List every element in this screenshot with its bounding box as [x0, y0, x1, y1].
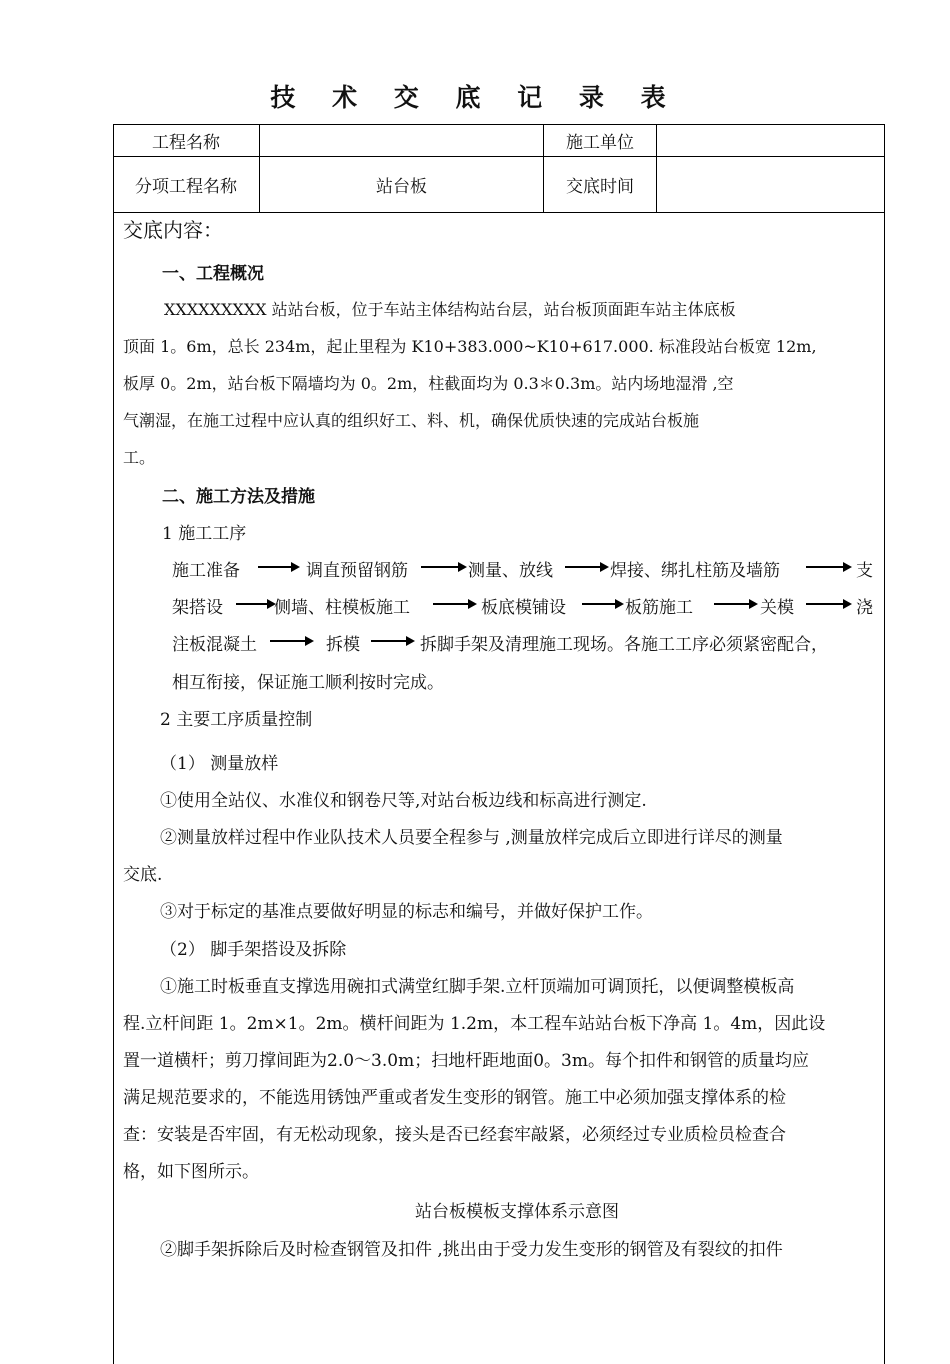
scaffold-line: 格，如下图所示。	[123, 1162, 259, 1182]
process-note: 相互衔接，保证施工顺利按时完成。	[172, 673, 444, 693]
figure-caption: 站台板模板支撑体系示意图	[415, 1202, 619, 1222]
process-step: 拆脚手架及清理施工现场。各施工工序必须紧密配合，	[420, 635, 828, 655]
subsection-1-title: 1 施工工序	[162, 524, 247, 544]
process-step: 浇	[856, 598, 873, 618]
process-step: 板筋施工	[625, 598, 693, 618]
overview-line: 工。	[123, 448, 156, 467]
scaffold-line: 程.立杆间距 1。2m×1。2m。横杆间距为 1.2m，本工程车站站台板下净高 1。4m，因此设	[123, 1014, 826, 1034]
survey-point: ③对于标定的基准点要做好明显的标志和编号，并做好保护工作。	[160, 902, 653, 922]
scaffold-line: 查：安装是否牢固，有无松动现象，接头是否已经套牢敲紧，必须经过专业质检员检查合	[123, 1125, 786, 1145]
survey-point: ②测量放样过程中作业队技术人员要全程参与 ,测量放样完成后立即进行详尽的测量	[160, 828, 783, 848]
arrow-right-icon	[582, 603, 622, 605]
process-step: 焊接、绑扎柱筋及墙筋	[610, 561, 780, 581]
handover-time-label: 交底时间	[566, 177, 634, 197]
survey-point: ①使用全站仪、水准仪和钢卷尺等,对站台板边线和标高进行测定.	[160, 791, 647, 811]
item-1-title: （1） 测量放样	[160, 754, 279, 774]
process-step: 侧墙、柱模板施工	[274, 598, 410, 618]
process-step: 支	[856, 561, 873, 581]
arrow-right-icon	[565, 566, 607, 568]
overview-line: XXXXXXXXX 站站台板，位于车站主体结构站台层，站台板顶面距车站主体底板	[164, 300, 736, 319]
scaffold-line: 置一道横杆；剪刀撑间距为2.0～3.0m；扫地杆距地面0。3m。每个扣件和钢管的质量均应	[123, 1051, 809, 1071]
arrow-right-icon	[806, 603, 850, 605]
handover-time-value[interactable]	[657, 157, 883, 212]
project-name-label: 工程名称	[152, 132, 220, 153]
scaffold-line: 满足规范要求的，不能选用锈蚀严重或者发生变形的钢管。施工中必须加强支撑体系的检	[123, 1088, 786, 1108]
document-title: 技 术 交 底 记 录 表	[270, 83, 680, 112]
sub-project-label: 分项工程名称	[135, 177, 237, 197]
sub-project-value[interactable]: 站台板	[376, 177, 427, 197]
section-2-title: 二、施工方法及措施	[162, 487, 315, 507]
project-name-value[interactable]	[260, 124, 543, 156]
content-heading: 交底内容：	[123, 218, 223, 242]
section-1-title: 一、工程概况	[162, 264, 264, 284]
arrow-right-icon	[270, 640, 312, 642]
process-step: 关模	[760, 598, 794, 618]
arrow-right-icon	[421, 566, 465, 568]
process-step: 板底模铺设	[481, 598, 566, 618]
scaffold-removal-line: ②脚手架拆除后及时检查钢管及扣件 ,挑出由于受力发生变形的钢管及有裂纹的扣件	[160, 1240, 783, 1260]
arrow-right-icon	[806, 566, 850, 568]
construction-unit-value[interactable]	[657, 124, 883, 156]
process-step: 测量、放线	[468, 561, 553, 581]
overview-line: 气潮湿，在施工过程中应认真的组织好工、料、机，确保优质快速的完成站台板施	[123, 411, 700, 430]
arrow-right-icon	[714, 603, 756, 605]
arrow-right-icon	[236, 603, 274, 605]
process-step: 调直预留钢筋	[306, 561, 408, 581]
scaffold-line: ①施工时板垂直支撑选用碗扣式满堂红脚手架.立杆顶端加可调顶托，以便调整模板高	[160, 977, 795, 997]
construction-unit-label: 施工单位	[566, 132, 634, 153]
arrow-right-icon	[258, 566, 298, 568]
overview-line: 板厚 0。2m，站台板下隔墙均为 0。2m，柱截面均为 0.3＊0.3m。站内场地湿滑 ,空	[123, 374, 734, 393]
process-step: 架搭设	[172, 598, 223, 618]
arrow-right-icon	[433, 603, 475, 605]
table-row-divider	[113, 212, 884, 213]
subsection-2-title: 2 主要工序质量控制	[160, 710, 313, 730]
process-step: 拆模	[326, 635, 360, 655]
process-step: 施工准备	[172, 561, 240, 581]
survey-point: 交底.	[123, 865, 163, 885]
item-2-title: （2） 脚手架搭设及拆除	[160, 940, 347, 960]
overview-line: 顶面 1。6m，总长 234m，起止里程为 K10+383.000~K10+617.000. 标准段站台板宽 12m,	[123, 337, 817, 356]
process-step: 注板混凝土	[172, 635, 257, 655]
arrow-right-icon	[371, 640, 413, 642]
